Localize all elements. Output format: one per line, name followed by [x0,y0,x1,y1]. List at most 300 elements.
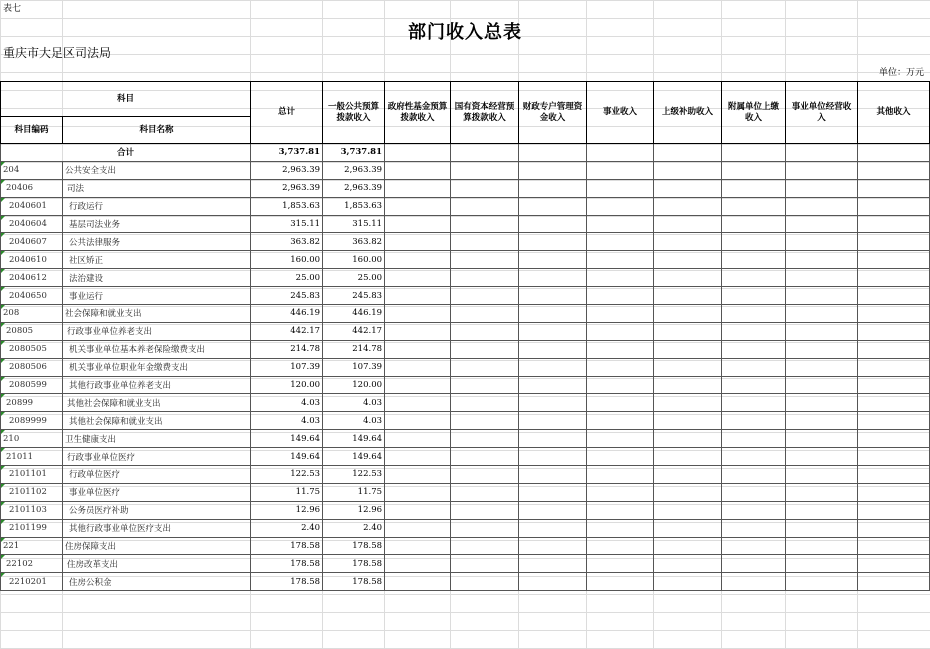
subject-code-cell[interactable]: 2040604 [1,215,63,233]
empty-cell[interactable] [654,340,722,358]
subject-code-cell[interactable]: 20406 [1,179,63,197]
empty-cell[interactable] [786,412,858,430]
empty-cell[interactable] [654,161,722,179]
empty-cell[interactable] [722,179,786,197]
empty-cell[interactable] [587,161,654,179]
subject-name-cell[interactable]: 住房保障支出 [63,537,251,555]
empty-cell[interactable] [654,412,722,430]
total-amount-cell[interactable]: 3,737.81 [251,144,323,162]
empty-cell[interactable] [786,269,858,287]
empty-cell[interactable] [451,322,519,340]
empty-cell[interactable] [858,376,930,394]
total-cell[interactable]: 120.00 [251,376,323,394]
empty-cell[interactable] [654,197,722,215]
subject-code-cell[interactable]: 2040607 [1,233,63,251]
empty-cell[interactable] [519,537,587,555]
general-budget-cell[interactable]: 4.03 [323,394,385,412]
empty-cell[interactable] [654,322,722,340]
empty-cell[interactable] [385,144,451,162]
empty-cell[interactable] [858,233,930,251]
empty-cell[interactable] [722,144,786,162]
empty-cell[interactable] [722,412,786,430]
general-budget-cell[interactable]: 446.19 [323,305,385,323]
empty-cell[interactable] [858,179,930,197]
empty-cell[interactable] [786,430,858,448]
empty-cell[interactable] [654,287,722,305]
total-cell[interactable]: 245.83 [251,287,323,305]
subject-name-cell[interactable]: 基层司法业务 [63,215,251,233]
subject-code-cell[interactable]: 2101102 [1,483,63,501]
empty-cell[interactable] [519,376,587,394]
empty-cell[interactable] [858,305,930,323]
empty-cell[interactable] [786,144,858,162]
empty-cell[interactable] [587,287,654,305]
empty-cell[interactable] [587,376,654,394]
empty-cell[interactable] [786,358,858,376]
empty-cell[interactable] [385,179,451,197]
empty-cell[interactable] [722,215,786,233]
empty-cell[interactable] [451,197,519,215]
empty-cell[interactable] [587,215,654,233]
empty-cell[interactable] [519,269,587,287]
empty-cell[interactable] [587,573,654,591]
empty-cell[interactable] [654,215,722,233]
empty-cell[interactable] [858,573,930,591]
empty-cell[interactable] [587,269,654,287]
subject-code-cell[interactable]: 21011 [1,448,63,466]
subject-code-cell[interactable]: 2040650 [1,287,63,305]
general-budget-cell[interactable]: 120.00 [323,376,385,394]
total-label[interactable]: 合计 [1,144,251,162]
empty-cell[interactable] [786,555,858,573]
general-budget-cell[interactable]: 245.83 [323,287,385,305]
subject-code-cell[interactable]: 221 [1,537,63,555]
empty-cell[interactable] [786,394,858,412]
empty-cell[interactable] [519,555,587,573]
subject-name-cell[interactable]: 行政事业单位养老支出 [63,322,251,340]
subject-code-cell[interactable]: 2101199 [1,519,63,537]
subject-code-cell[interactable]: 2080505 [1,340,63,358]
empty-cell[interactable] [722,197,786,215]
empty-cell[interactable] [451,412,519,430]
empty-cell[interactable] [587,555,654,573]
total-cell[interactable]: 2,963.39 [251,161,323,179]
empty-cell[interactable] [722,322,786,340]
empty-cell[interactable] [385,376,451,394]
empty-cell[interactable] [786,287,858,305]
header-business-income[interactable]: 事业收入 [587,82,654,144]
subject-name-cell[interactable]: 其他行政事业单位养老支出 [63,376,251,394]
total-cell[interactable]: 107.39 [251,358,323,376]
empty-cell[interactable] [722,501,786,519]
empty-cell[interactable] [385,322,451,340]
subject-code-cell[interactable]: 20805 [1,322,63,340]
empty-cell[interactable] [858,466,930,484]
empty-cell[interactable] [451,287,519,305]
total-cell[interactable]: 122.53 [251,466,323,484]
subject-code-cell[interactable]: 2080599 [1,376,63,394]
empty-cell[interactable] [587,430,654,448]
empty-cell[interactable] [519,322,587,340]
empty-cell[interactable] [385,501,451,519]
general-budget-cell[interactable]: 442.17 [323,322,385,340]
total-cell[interactable]: 178.58 [251,537,323,555]
empty-cell[interactable] [451,269,519,287]
empty-cell[interactable] [858,430,930,448]
general-budget-cell[interactable]: 107.39 [323,358,385,376]
subject-name-cell[interactable]: 其他行政事业单位医疗支出 [63,519,251,537]
empty-cell[interactable] [587,412,654,430]
empty-cell[interactable] [587,394,654,412]
empty-cell[interactable] [722,340,786,358]
empty-cell[interactable] [587,519,654,537]
empty-cell[interactable] [519,483,587,501]
subject-code-cell[interactable]: 2040601 [1,197,63,215]
empty-cell[interactable] [722,376,786,394]
empty-cell[interactable] [451,161,519,179]
empty-cell[interactable] [858,412,930,430]
total-cell[interactable]: 363.82 [251,233,323,251]
subject-code-cell[interactable]: 2089999 [1,412,63,430]
general-budget-cell[interactable]: 149.64 [323,430,385,448]
empty-cell[interactable] [654,376,722,394]
general-budget-cell[interactable]: 122.53 [323,466,385,484]
empty-cell[interactable] [451,483,519,501]
empty-cell[interactable] [519,305,587,323]
subject-code-cell[interactable]: 204 [1,161,63,179]
subject-code-cell[interactable]: 22102 [1,555,63,573]
empty-cell[interactable] [786,233,858,251]
empty-cell[interactable] [786,161,858,179]
empty-cell[interactable] [786,179,858,197]
empty-cell[interactable] [786,573,858,591]
empty-cell[interactable] [587,179,654,197]
empty-cell[interactable] [451,305,519,323]
empty-cell[interactable] [722,519,786,537]
empty-cell[interactable] [858,251,930,269]
header-gov-fund[interactable]: 政府性基金预算拨款收入 [385,82,451,144]
general-budget-cell[interactable]: 160.00 [323,251,385,269]
empty-cell[interactable] [654,501,722,519]
empty-cell[interactable] [654,537,722,555]
empty-cell[interactable] [786,305,858,323]
empty-cell[interactable] [654,305,722,323]
empty-cell[interactable] [519,412,587,430]
empty-cell[interactable] [858,269,930,287]
empty-cell[interactable] [786,340,858,358]
header-general-budget[interactable]: 一般公共预算拨款收入 [323,82,385,144]
general-budget-cell[interactable]: 178.58 [323,555,385,573]
empty-cell[interactable] [858,555,930,573]
subject-name-cell[interactable]: 机关事业单位基本养老保险缴费支出 [63,340,251,358]
empty-cell[interactable] [385,340,451,358]
empty-cell[interactable] [858,340,930,358]
total-cell[interactable]: 149.64 [251,430,323,448]
empty-cell[interactable] [587,537,654,555]
empty-cell[interactable] [786,322,858,340]
total-cell[interactable]: 214.78 [251,340,323,358]
total-general-budget-cell[interactable]: 3,737.81 [323,144,385,162]
empty-cell[interactable] [587,322,654,340]
empty-cell[interactable] [385,251,451,269]
empty-cell[interactable] [786,448,858,466]
empty-cell[interactable] [385,358,451,376]
subject-name-cell[interactable]: 社会保障和就业支出 [63,305,251,323]
empty-cell[interactable] [654,233,722,251]
empty-cell[interactable] [858,358,930,376]
empty-cell[interactable] [858,394,930,412]
empty-cell[interactable] [722,233,786,251]
empty-cell[interactable] [451,555,519,573]
empty-cell[interactable] [519,448,587,466]
empty-cell[interactable] [654,519,722,537]
empty-cell[interactable] [858,144,930,162]
subject-name-cell[interactable]: 其他社会保障和就业支出 [63,412,251,430]
total-cell[interactable]: 2,963.39 [251,179,323,197]
general-budget-cell[interactable]: 214.78 [323,340,385,358]
header-business-operation[interactable]: 事业单位经营收入 [786,82,858,144]
empty-cell[interactable] [722,269,786,287]
empty-cell[interactable] [451,537,519,555]
empty-cell[interactable] [451,179,519,197]
empty-cell[interactable] [519,573,587,591]
empty-cell[interactable] [858,322,930,340]
empty-cell[interactable] [451,394,519,412]
total-cell[interactable]: 12.96 [251,501,323,519]
empty-cell[interactable] [654,573,722,591]
general-budget-cell[interactable]: 2.40 [323,519,385,537]
empty-cell[interactable] [786,215,858,233]
empty-cell[interactable] [451,215,519,233]
empty-cell[interactable] [385,466,451,484]
empty-cell[interactable] [786,519,858,537]
header-other-income[interactable]: 其他收入 [858,82,930,144]
empty-cell[interactable] [654,483,722,501]
total-cell[interactable]: 4.03 [251,394,323,412]
total-cell[interactable]: 446.19 [251,305,323,323]
empty-cell[interactable] [385,573,451,591]
empty-cell[interactable] [385,394,451,412]
empty-cell[interactable] [654,394,722,412]
empty-cell[interactable] [519,519,587,537]
general-budget-cell[interactable]: 315.11 [323,215,385,233]
empty-cell[interactable] [451,233,519,251]
empty-cell[interactable] [519,197,587,215]
empty-cell[interactable] [587,358,654,376]
empty-cell[interactable] [786,466,858,484]
total-cell[interactable]: 315.11 [251,215,323,233]
general-budget-cell[interactable]: 178.58 [323,573,385,591]
empty-cell[interactable] [451,430,519,448]
empty-cell[interactable] [654,179,722,197]
empty-cell[interactable] [722,161,786,179]
subject-name-cell[interactable]: 其他社会保障和就业支出 [63,394,251,412]
empty-cell[interactable] [654,251,722,269]
empty-cell[interactable] [519,251,587,269]
general-budget-cell[interactable]: 25.00 [323,269,385,287]
empty-cell[interactable] [451,573,519,591]
empty-cell[interactable] [654,358,722,376]
empty-cell[interactable] [385,287,451,305]
empty-cell[interactable] [722,394,786,412]
empty-cell[interactable] [722,358,786,376]
empty-cell[interactable] [587,448,654,466]
empty-cell[interactable] [519,358,587,376]
empty-cell[interactable] [385,197,451,215]
empty-cell[interactable] [654,430,722,448]
empty-cell[interactable] [587,466,654,484]
total-cell[interactable]: 25.00 [251,269,323,287]
empty-cell[interactable] [451,448,519,466]
empty-cell[interactable] [786,251,858,269]
general-budget-cell[interactable]: 12.96 [323,501,385,519]
subject-name-cell[interactable]: 行政运行 [63,197,251,215]
general-budget-cell[interactable]: 1,853.63 [323,197,385,215]
empty-cell[interactable] [786,197,858,215]
empty-cell[interactable] [786,537,858,555]
subject-name-cell[interactable]: 卫生健康支出 [63,430,251,448]
header-superior-subsidy[interactable]: 上级补助收入 [654,82,722,144]
empty-cell[interactable] [722,305,786,323]
empty-cell[interactable] [587,305,654,323]
subject-code-cell[interactable]: 2040610 [1,251,63,269]
empty-cell[interactable] [587,483,654,501]
empty-cell[interactable] [451,466,519,484]
empty-cell[interactable] [722,251,786,269]
empty-cell[interactable] [722,537,786,555]
empty-cell[interactable] [654,144,722,162]
general-budget-cell[interactable]: 178.58 [323,537,385,555]
total-cell[interactable]: 178.58 [251,555,323,573]
subject-name-cell[interactable]: 法治建设 [63,269,251,287]
empty-cell[interactable] [519,233,587,251]
subject-code-cell[interactable]: 2080506 [1,358,63,376]
header-subject[interactable]: 科目 [1,82,251,117]
empty-cell[interactable] [722,287,786,305]
empty-cell[interactable] [858,197,930,215]
empty-cell[interactable] [385,483,451,501]
subject-name-cell[interactable]: 公务员医疗补助 [63,501,251,519]
empty-cell[interactable] [451,340,519,358]
empty-cell[interactable] [385,215,451,233]
subject-name-cell[interactable]: 公共安全支出 [63,161,251,179]
empty-cell[interactable] [385,412,451,430]
empty-cell[interactable] [722,448,786,466]
subject-code-cell[interactable]: 2101101 [1,466,63,484]
empty-cell[interactable] [519,466,587,484]
empty-cell[interactable] [519,215,587,233]
header-affiliated-income[interactable]: 附属单位上缴收入 [722,82,786,144]
subject-code-cell[interactable]: 2101103 [1,501,63,519]
subject-name-cell[interactable]: 事业运行 [63,287,251,305]
subject-code-cell[interactable]: 210 [1,430,63,448]
empty-cell[interactable] [519,179,587,197]
empty-cell[interactable] [587,233,654,251]
total-cell[interactable]: 11.75 [251,483,323,501]
total-cell[interactable]: 178.58 [251,573,323,591]
empty-cell[interactable] [451,144,519,162]
header-subject-code[interactable]: 科目编码 [1,117,63,144]
subject-name-cell[interactable]: 行政单位医疗 [63,466,251,484]
empty-cell[interactable] [385,519,451,537]
empty-cell[interactable] [654,269,722,287]
empty-cell[interactable] [451,501,519,519]
total-cell[interactable]: 4.03 [251,412,323,430]
total-cell[interactable]: 160.00 [251,251,323,269]
subject-name-cell[interactable]: 机关事业单位职业年金缴费支出 [63,358,251,376]
empty-cell[interactable] [786,501,858,519]
general-budget-cell[interactable]: 2,963.39 [323,179,385,197]
general-budget-cell[interactable]: 149.64 [323,448,385,466]
empty-cell[interactable] [519,161,587,179]
empty-cell[interactable] [786,376,858,394]
subject-code-cell[interactable]: 20899 [1,394,63,412]
empty-cell[interactable] [519,430,587,448]
empty-cell[interactable] [858,448,930,466]
total-cell[interactable]: 149.64 [251,448,323,466]
empty-cell[interactable] [385,161,451,179]
empty-cell[interactable] [587,251,654,269]
empty-cell[interactable] [385,305,451,323]
empty-cell[interactable] [451,358,519,376]
empty-cell[interactable] [654,555,722,573]
subject-code-cell[interactable]: 2210201 [1,573,63,591]
empty-cell[interactable] [519,287,587,305]
empty-cell[interactable] [519,340,587,358]
empty-cell[interactable] [587,501,654,519]
subject-name-cell[interactable]: 住房公积金 [63,573,251,591]
subject-name-cell[interactable]: 司法 [63,179,251,197]
empty-cell[interactable] [858,501,930,519]
header-subject-name[interactable]: 科目名称 [63,117,251,144]
header-total[interactable]: 总计 [251,82,323,144]
empty-cell[interactable] [858,215,930,233]
general-budget-cell[interactable]: 2,963.39 [323,161,385,179]
empty-cell[interactable] [385,233,451,251]
subject-code-cell[interactable]: 208 [1,305,63,323]
total-cell[interactable]: 1,853.63 [251,197,323,215]
empty-cell[interactable] [654,466,722,484]
empty-cell[interactable] [519,501,587,519]
empty-cell[interactable] [385,269,451,287]
general-budget-cell[interactable]: 363.82 [323,233,385,251]
empty-cell[interactable] [385,448,451,466]
subject-name-cell[interactable]: 社区矫正 [63,251,251,269]
empty-cell[interactable] [519,394,587,412]
empty-cell[interactable] [722,466,786,484]
general-budget-cell[interactable]: 4.03 [323,412,385,430]
empty-cell[interactable] [587,144,654,162]
empty-cell[interactable] [587,197,654,215]
empty-cell[interactable] [385,537,451,555]
subject-name-cell[interactable]: 住房改革支出 [63,555,251,573]
empty-cell[interactable] [858,287,930,305]
subject-code-cell[interactable]: 2040612 [1,269,63,287]
subject-name-cell[interactable]: 公共法律服务 [63,233,251,251]
header-special-fund[interactable]: 财政专户管理资金收入 [519,82,587,144]
header-state-capital[interactable]: 国有资本经营预算拨款收入 [451,82,519,144]
subject-name-cell[interactable]: 事业单位医疗 [63,483,251,501]
general-budget-cell[interactable]: 11.75 [323,483,385,501]
total-cell[interactable]: 442.17 [251,322,323,340]
total-cell[interactable]: 2.40 [251,519,323,537]
empty-cell[interactable] [587,340,654,358]
empty-cell[interactable] [654,448,722,466]
empty-cell[interactable] [858,519,930,537]
empty-cell[interactable] [858,161,930,179]
empty-cell[interactable] [722,483,786,501]
empty-cell[interactable] [722,430,786,448]
